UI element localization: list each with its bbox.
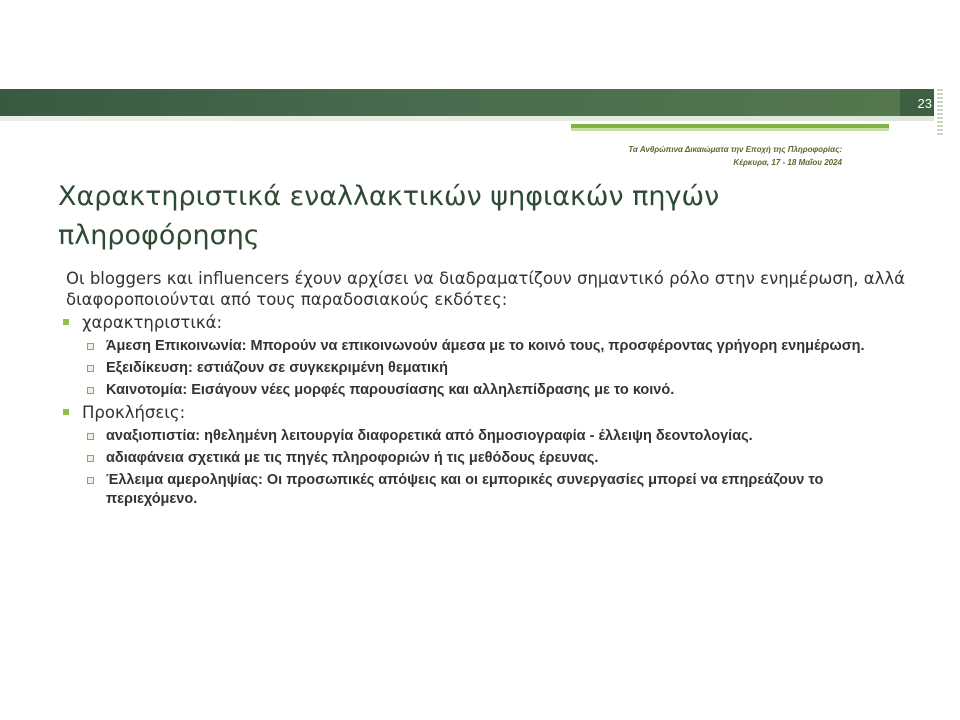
- list-item: [60, 471, 910, 509]
- list-item-text: Έλλειμα αμεροληψίας: Οι προσωπικές απόψεις και οι εμπορικές συνεργασίες μπορεί να επηρεάζουν το περιεχόμενο.: [106, 472, 824, 507]
- hollow-square-bullet-icon: [87, 365, 94, 372]
- section-characteristics: [60, 312, 910, 400]
- list-item: [60, 337, 910, 356]
- intro-paragraph: Οι bloggers και influencers έχουν αρχίσει να διαδραματίζουν σημαντικό ρόλο στην ενημέρωση, αλλά διαφοροποιούνται από τους παραδοσιακούς εκδότες:: [66, 269, 906, 309]
- conference-caption-line2: Κέρκυρα, 17 - 18 Μαΐου 2024: [733, 158, 842, 167]
- accent-line-light: [571, 128, 889, 131]
- slide-title: Χαρακτηριστικά εναλλακτικών ψηφιακών πηγών πληροφόρησης: [58, 181, 720, 251]
- list-item: [60, 359, 910, 378]
- section-heading: [60, 402, 910, 424]
- hollow-square-bullet-icon: [87, 387, 94, 394]
- list-item-text: αναξιοπιστία: ηθελημένη λειτουργία διαφορετικά από δημοσιογραφία - έλλειψη δεοντολογίας.: [106, 428, 753, 444]
- list-item-text: αδιαφάνεια σχετικά με τις πηγές πληροφοριών ή τις μεθόδους έρευνας.: [106, 450, 599, 466]
- conference-caption: [520, 143, 842, 169]
- list-item: [60, 381, 910, 400]
- sub-bullet-list: [60, 427, 910, 509]
- slide-body: [60, 268, 910, 511]
- list-item-text: Άμεση Επικοινωνία: Μπορούν να επικοινωνούν άμεσα με το κοινό τους, προσφέροντας γρήγορη ενημέρωση.: [106, 338, 865, 354]
- hollow-square-bullet-icon: [87, 455, 94, 462]
- section-heading-text: χαρακτηριστικά:: [82, 313, 223, 332]
- list-item-text: Καινοτομία: Εισάγουν νέες μορφές παρουσίασης και αλληλεπίδρασης με το κοινό.: [106, 382, 675, 398]
- conference-caption-line1: Τα Ανθρώπινα Δικαιώματα την Εποχή της Πληροφορίας:: [628, 145, 842, 154]
- square-bullet-icon: [63, 319, 69, 325]
- section-challenges: [60, 402, 910, 509]
- section-heading: [60, 312, 910, 334]
- square-bullet-icon: [63, 409, 69, 415]
- list-item: [60, 449, 910, 468]
- section-heading-text: Προκλήσεις:: [82, 403, 186, 422]
- hollow-square-bullet-icon: [87, 433, 94, 440]
- sub-bullet-list: [60, 337, 910, 400]
- hollow-square-bullet-icon: [87, 343, 94, 350]
- hollow-square-bullet-icon: [87, 477, 94, 484]
- header-stripe: [0, 116, 934, 121]
- header-bar: [0, 89, 934, 116]
- edge-decoration: [937, 89, 943, 135]
- list-item: [60, 427, 910, 446]
- list-item-text: Εξειδίκευση: εστιάζουν σε συγκεκριμένη θεματική: [106, 360, 448, 376]
- slide-number: 23: [917, 96, 932, 111]
